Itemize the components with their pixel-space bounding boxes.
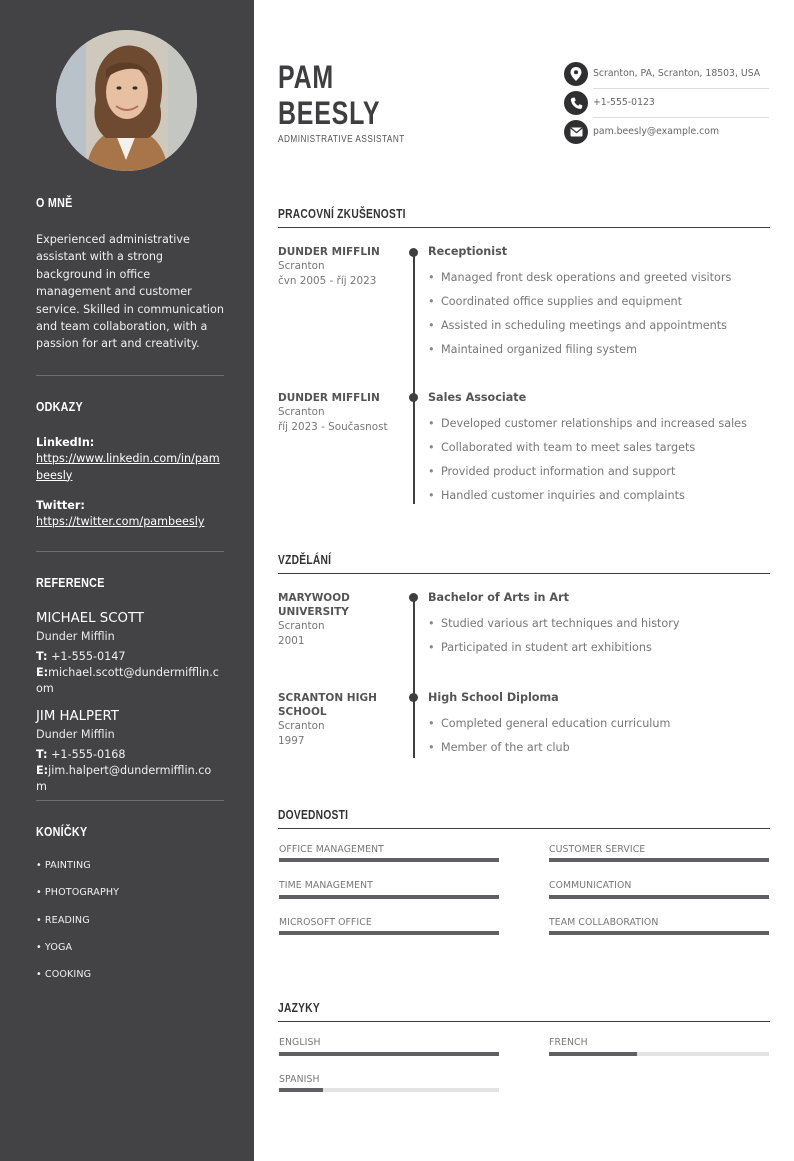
- job-bullet: • Handled customer inquiries and complaints: [428, 489, 685, 502]
- skill-label: TIME MANAGEMENT: [279, 880, 373, 891]
- language-bar-fill: [279, 1088, 323, 1092]
- linkedin-label: LinkedIn:: [36, 436, 95, 449]
- job-dates: říj 2023 - Současnost: [278, 421, 388, 433]
- job-bullet: • Managed front desk operations and greeted visitors: [428, 271, 731, 284]
- languages-title: JAZYKY: [278, 1001, 320, 1015]
- degree: High School Diploma: [428, 691, 559, 704]
- linkedin-link[interactable]: https://www.linkedin.com/in/pambeesly: [36, 452, 220, 482]
- last-name: BEESLY: [278, 95, 381, 131]
- school-city: Scranton: [278, 720, 325, 732]
- hobby-item: • READING: [36, 915, 90, 926]
- skill-bar: [549, 858, 769, 862]
- job-role: Receptionist: [428, 245, 508, 258]
- address-text: Scranton, PA, Scranton, 18503, USA: [593, 68, 761, 79]
- envelope-icon: [564, 120, 588, 144]
- skill-bar-fill: [279, 858, 499, 862]
- skill-bar: [549, 895, 769, 899]
- timeline-dot: [409, 393, 418, 402]
- company-name: DUNDER MIFFLIN: [278, 246, 380, 258]
- school-name: MARYWOOD UNIVERSITY: [278, 592, 350, 618]
- timeline-dot: [409, 693, 418, 702]
- hobby-item: • YOGA: [36, 942, 73, 953]
- job-title: ADMINISTRATIVE ASSISTANT: [278, 134, 405, 145]
- education-bullet: • Studied various art techniques and history: [428, 617, 679, 630]
- skill-bar-fill: [549, 931, 769, 935]
- job-bullet: • Collaborated with team to meet sales targets: [428, 441, 695, 454]
- skill-bar: [279, 931, 499, 935]
- experience-title: PRACOVNÍ ZKUŠENOSTI: [278, 207, 406, 221]
- reference-name: MICHAEL SCOTT: [36, 611, 145, 626]
- phone-prefix: T:: [36, 650, 48, 663]
- section-divider: [278, 1021, 770, 1022]
- reference-company: Dunder Mifflin: [36, 728, 115, 741]
- timeline-dot: [409, 593, 418, 602]
- email-prefix: E:: [36, 666, 49, 679]
- skill-label: MICROSOFT OFFICE: [279, 917, 372, 928]
- divider: [593, 117, 769, 118]
- reference-name: JIM HALPERT: [36, 709, 119, 724]
- skill-bar: [279, 895, 499, 899]
- sidebar: [0, 0, 254, 1161]
- skill-label: OFFICE MANAGEMENT: [279, 844, 384, 855]
- email-link[interactable]: pam.beesly@example.com: [593, 126, 720, 137]
- first-name: PAM: [278, 59, 334, 95]
- company-city: Scranton: [278, 260, 325, 272]
- phone-icon: [564, 91, 588, 115]
- phone-text: +1-555-0123: [593, 97, 655, 108]
- skill-bar-fill: [549, 858, 769, 862]
- language-bar-fill: [279, 1052, 499, 1056]
- hobby-item: • PHOTOGRAPHY: [36, 887, 120, 898]
- about-text: Experienced administrative assistant with a strong background in office management and customer service. Skilled in communication and team collaboration, with a passion for art and creativity.: [36, 233, 224, 351]
- reference-phone: [36, 747, 222, 763]
- hobbies-title: KONÍČKY: [36, 825, 88, 839]
- job-role: Sales Associate: [428, 391, 527, 404]
- education-title: VZDĚLÁNÍ: [278, 553, 332, 567]
- language-bar-fill: [549, 1052, 637, 1056]
- skill-label: TEAM COLLABORATION: [549, 917, 659, 928]
- language-bar: [279, 1088, 499, 1092]
- school-year: 2001: [278, 635, 305, 647]
- links-title: ODKAZY: [36, 400, 83, 414]
- reference-phone-value: +1-555-0168: [51, 748, 126, 761]
- hobby-item: • COOKING: [36, 969, 92, 980]
- reference-company: Dunder Mifflin: [36, 630, 115, 643]
- section-divider: [278, 828, 770, 829]
- divider: [593, 88, 769, 89]
- education-bullet: • Completed general education curriculum: [428, 717, 670, 730]
- skill-bar-fill: [279, 931, 499, 935]
- reference-email-value: michael.scott@dundermifflin.com: [36, 666, 219, 695]
- reference-email-value: jim.halpert@dundermifflin.com: [36, 764, 212, 793]
- school-city: Scranton: [278, 620, 325, 632]
- job-bullet: • Provided product information and support: [428, 465, 675, 478]
- skill-bar: [549, 931, 769, 935]
- twitter-link[interactable]: https://twitter.com/pambeesly: [36, 515, 205, 528]
- language-bar: [279, 1052, 499, 1056]
- twitter-label: Twitter:: [36, 499, 85, 512]
- school-year: 1997: [278, 735, 305, 747]
- location-pin-icon: [564, 62, 588, 86]
- skill-bar-fill: [549, 895, 769, 899]
- degree: Bachelor of Arts in Art: [428, 591, 569, 604]
- about-title: O MNĚ: [36, 196, 73, 210]
- skill-bar: [279, 858, 499, 862]
- company-name: DUNDER MIFFLIN: [278, 392, 380, 404]
- skill-label: CUSTOMER SERVICE: [549, 844, 646, 855]
- reference-phone-value: +1-555-0147: [51, 650, 126, 663]
- timeline-line: [413, 598, 415, 758]
- skill-label: COMMUNICATION: [549, 880, 632, 891]
- company-city: Scranton: [278, 406, 325, 418]
- language-label: SPANISH: [279, 1074, 320, 1085]
- job-dates: čvn 2005 - říj 2023: [278, 275, 377, 287]
- education-bullet: • Member of the art club: [428, 741, 570, 754]
- job-bullet: • Developed customer relationships and increased sales: [428, 417, 747, 430]
- job-bullet: • Coordinated office supplies and equipment: [428, 295, 682, 308]
- language-label: ENGLISH: [279, 1037, 321, 1048]
- reference-email: [36, 763, 222, 795]
- education-bullet: • Participated in student art exhibitions: [428, 641, 652, 654]
- section-divider: [278, 573, 770, 574]
- divider: [36, 800, 224, 801]
- avatar: [56, 30, 197, 171]
- timeline-line: [413, 252, 415, 504]
- divider: [36, 551, 224, 552]
- divider: [36, 375, 224, 376]
- hobby-item: • PAINTING: [36, 860, 91, 871]
- phone-prefix: T:: [36, 748, 48, 761]
- job-bullet: • Assisted in scheduling meetings and appointments: [428, 319, 727, 332]
- timeline-dot: [409, 248, 418, 257]
- reference-email: [36, 665, 222, 697]
- job-bullet: • Maintained organized filing system: [428, 343, 637, 356]
- school-name: SCRANTON HIGH SCHOOL: [278, 692, 377, 718]
- language-label: FRENCH: [549, 1037, 588, 1048]
- skills-title: DOVEDNOSTI: [278, 808, 349, 822]
- email-prefix: E:: [36, 764, 49, 777]
- reference-phone: [36, 649, 222, 665]
- language-bar: [549, 1052, 769, 1056]
- skill-bar-fill: [279, 895, 499, 899]
- references-title: REFERENCE: [36, 576, 105, 590]
- section-divider: [278, 227, 770, 228]
